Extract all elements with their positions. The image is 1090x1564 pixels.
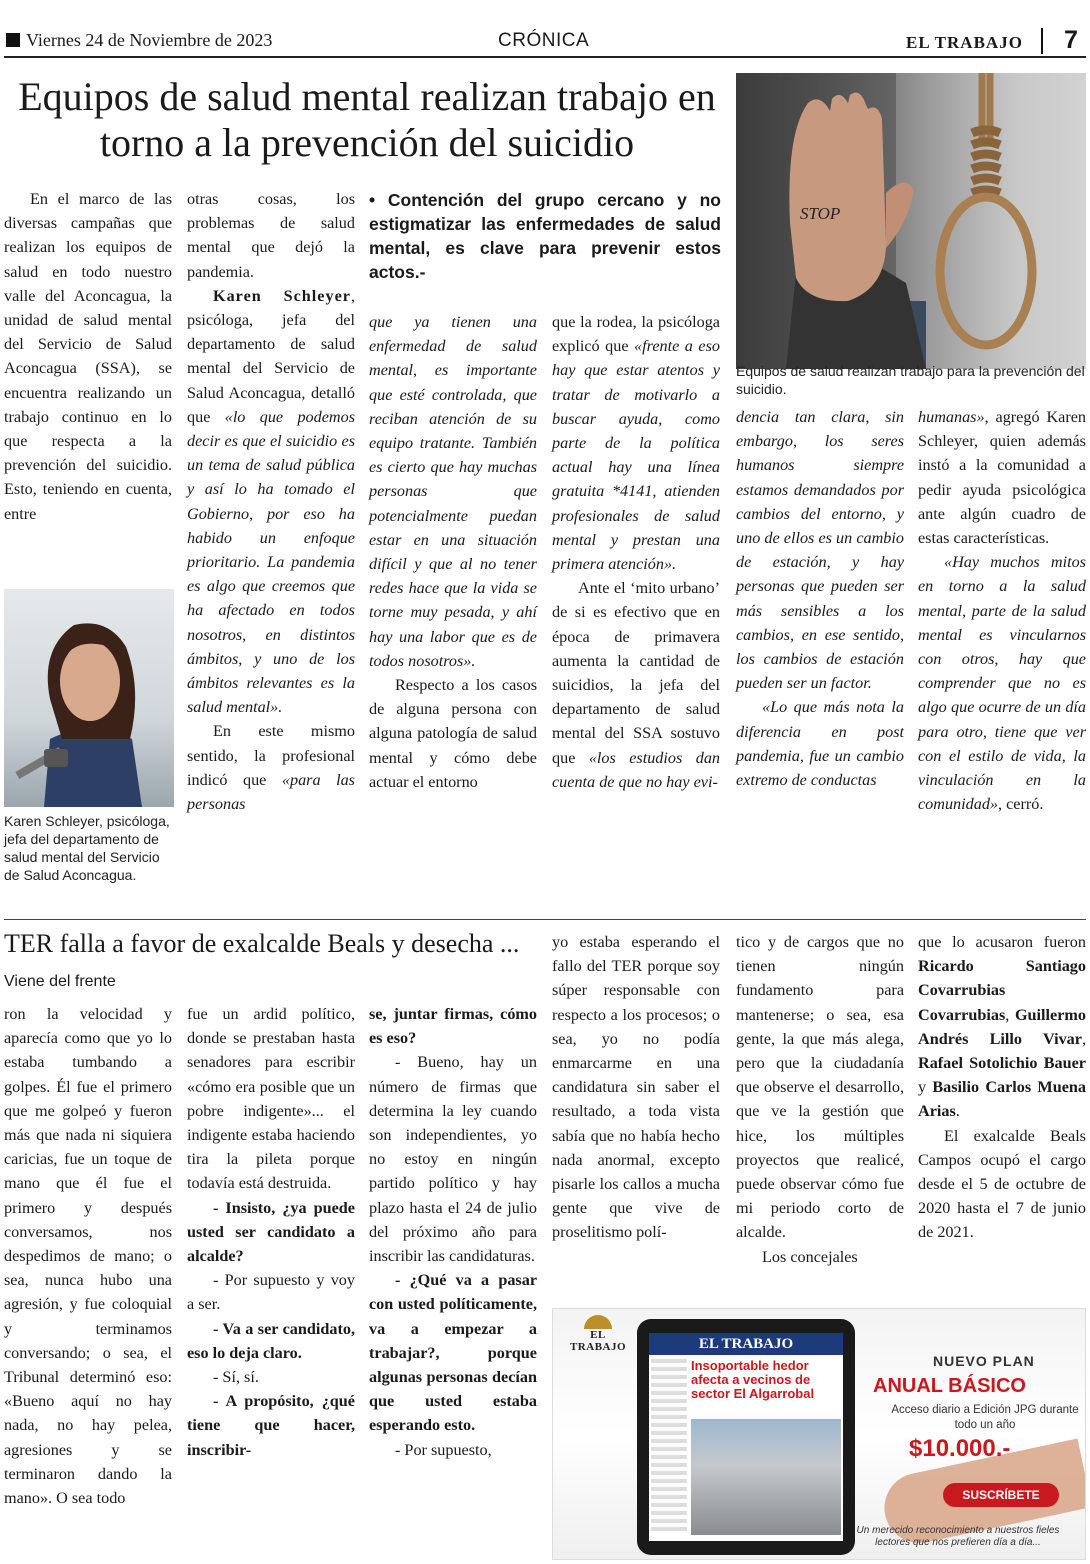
header-divider [1041, 28, 1043, 54]
ad-tablet-headline: Insoportable hedor afecta a vecinos de sector El Algarrobal [691, 1358, 815, 1401]
ad-plan-name: ANUAL BÁSICO [873, 1375, 1026, 1397]
councillor-2: Guillermo Andrés Lillo Vivar [918, 1005, 1086, 1048]
portrait-photo [4, 589, 174, 807]
noose-illustration [736, 73, 1086, 369]
article1-lead: • Contención del grupo cercano y no estigmatizar las enfermedades de salud mental, es clave para prevenir estos actos.- [369, 190, 721, 282]
article2-col4-text: yo estaba esperando el fallo del TER porque soy súper responsable con respecto a los procesos; o sea, yo no podía enmarcarme en una candidatura sin saber el resultado, a toda vista sabía que no había hecho nada anormal, excepto pisarle los callos a mucha gente que vive de proselitismo polí- [552, 933, 720, 1242]
article1-col4-text-a: que la rodea, la psicóloga explicó que [552, 313, 720, 356]
noose-photo [736, 73, 1086, 369]
article1-col2-text-a: otras cosas, los problemas de salud mental que dejó la pandemia. [187, 190, 355, 281]
article1-headline: Equipos de salud mental realizan trabajo en torno a la prevención del suicidio [18, 74, 716, 165]
question-4: - ¿Qué va a pasar con usted políticamente, va a empezar a trabajar?, porque algunas personas decían que usted estaba esperando esto. [369, 1271, 537, 1435]
article1-col3 [369, 310, 537, 794]
portrait-caption: Karen Schleyer, psicóloga, jefa del departamento de salud mental del Servicio de Salud Aconcagua. [4, 813, 170, 883]
article1-col2-quote-b: «lo que podemos decir es que el suicidio es un tema de salud pública y así lo ha tomado el Gobierno, por eso ha habido un enfoque prioritario. La pandemia es algo que creemos que ha afectado en todos nosotros, en distintos ámbitos, y uno de los ámbitos relevantes es la salud mental». [187, 407, 356, 717]
noose-photo-caption: Equipos de salud realizan trabajo para la prevención del suicidio. [736, 363, 1085, 397]
article2-col6-y: y [918, 1078, 933, 1097]
page-header [0, 0, 1090, 58]
article1-col5-text-a: dencia tan clara, sin embargo, los seres humanos siempre estamos demandados por cambios del entorno, y uno de ellos es un cambio de estación, y hay personas que pueden ser más sensibles a los cambios, en ese sentido, los cambios de estación pueden ser un factor. [736, 408, 904, 693]
article1-col5 [736, 405, 904, 792]
ad-price: $10.000.- [909, 1435, 1011, 1462]
article1-col2 [187, 187, 355, 816]
article1-col4-quote-b: «los estudios dan cuenta de que no hay evi- [552, 748, 721, 791]
article1-col1 [4, 187, 172, 526]
header-paper: EL TRABAJO [906, 33, 1023, 52]
question-3-cont: se, juntar firmas, cómo es eso? [369, 1005, 537, 1048]
answer-1: - Por supuesto y voy a ser. [187, 1271, 355, 1314]
article1-col2-text-c: En este mismo sentido, la profesional indicó que [187, 722, 355, 789]
article1-col5-text-b: «Lo que más nota la diferencia en post pandemia, fue un cambio extremo de conductas [736, 698, 904, 790]
article1-col4-quote-a: «frente a eso hay que estar atentos y tratar de motivarlo a buscar ayuda, como parte de la política actual hay una línea gratuita *4141, atienden profesionales de salud mental y prestan una primera atención». [552, 337, 720, 574]
article1-col4 [552, 310, 720, 794]
article2-col4 [552, 930, 720, 1245]
article2-col2 [187, 1002, 355, 1462]
article2-col6-text-b: El exalcalde Beals Campos ocupó el cargo desde el 5 de octubre de 2020 hasta el 7 de junio de 2021. [918, 1126, 1086, 1242]
article1-col4-text-b: Ante el ‘mito urbano’ de si es efectivo que en época de primavera aumenta la cantidad de suicidios, la jefa del departamento de salud mental del SSA sostuvo que [552, 579, 720, 767]
article2-col1-text: ron la velocidad y aparecía como que yo lo estaba tumbando a golpes. Él fue el primero que me golpeó y fueron más que nada ni siquiera caricias, fue un toque de mano que él fue el primero y después conversamos, nos despedimos de mano; o sea, nunca hubo una agresión, y fue coloquial y terminamos conversando; o sea, el Tribunal determinó eso: «Bueno aquí no hay nada, no hay pelea, agresiones y se terminaron dando la mano». O sea todo [4, 1005, 172, 1508]
ad-tablet-masthead [649, 1333, 843, 1355]
article1-col6-text-a: , agregó Karen Schleyer, quien además instó a la comunidad a pedir ayuda psicológica ante algún cuadro de estas características. [918, 408, 1086, 548]
article2-col6: que lo acusaron fueron Ricardo Santiago Covarrubias Covarrubias, Guillermo Andrés Lillo Vivar, Rafael Sotolichio Bauer y Basilio Carlos Muena Arias. El exalcalde Beals Campos ocupó el cargo desde el 5 de octubre de 2020 hasta el 7 de junio de 2021. [918, 930, 1086, 1245]
ad-footer: Un merecido reconocimiento a nuestros fieles lectores que nos prefieren día a día... [856, 1525, 1060, 1548]
hand-stop-text: STOP [800, 204, 841, 223]
article1-col2-text-b: , psicóloga, jefa del departamento de salud mental del Servicio de Salud Aconcagua, detalló que [187, 286, 355, 426]
ad-tablet [637, 1319, 855, 1555]
ad-tablet-photo [691, 1419, 841, 1535]
answer-3: - Bueno, hay un número de firmas que determina la ley cuando son independientes, yo no estoy en ningún partido político y hay plazo hasta el 24 de julio del próximo año para inscribir las candidaturas. [369, 1053, 537, 1266]
ad-tablet-screen [649, 1333, 843, 1541]
councillor-1: Ricardo Santiago Covarrubias Covarrubias [918, 957, 1086, 1024]
article2-kicker: Viene del frente [4, 973, 116, 990]
councillor-3: Rafael Sotolichio Bauer [918, 1054, 1086, 1073]
question-2: - Va a ser candidato, eso lo deja claro. [187, 1319, 355, 1362]
article1-col2-quote-c: «para las personas [187, 770, 355, 814]
article2-col5 [736, 930, 904, 1269]
article1-col3-text: Respecto a los casos de alguna persona con alguna patología de salud mental y cómo debe actuar el entorno [369, 676, 537, 791]
article1-col1-text: En el marco de las diversas campañas que realizan los equipos de salud en todo nuestro valle del Aconcagua, la unidad de salud mental del Servicio de Salud Aconcagua (SSA), se encuentra realizando un trabajo continuo en lo que respecta a la prevención del suicidio. Esto, teniendo en cuenta, entre [4, 190, 172, 523]
interviewee-name: Karen Schleyer [213, 286, 351, 305]
subscription-ad[interactable] [552, 1308, 1086, 1560]
article2-col5-text: tico y de cargos que no tienen ningún fundamento para mantenerse; o sea, esa gente, la que más alega, pero que la ciudadanía que observe el desarrollo, que ve la gestión que hice, los múltiples proyectos que realicé, puede observar cómo fue mi periodo corto de alcalde. [736, 933, 904, 1242]
ad-plan-label: NUEVO PLAN [933, 1353, 1035, 1369]
header-date: Viernes 24 de Noviembre de 2023 [26, 30, 273, 50]
ad-logo [563, 1315, 633, 1353]
article2-col2-text: fue un ardid político, donde se prestaban hasta senadores para escribir «cómo era posible que un pobre indigente»... el indigente estaba haciendo tira la pileta porque todavía está destruida. [187, 1005, 355, 1193]
councillor-4: Basilio Carlos Muena Arias [918, 1078, 1086, 1121]
article1-col3-quote: que ya tienen una enfermedad de salud mental, es importante que esté controlada, que reciban atención de su equipo tratante. También es cierto que hay muchas personas que potencialmente puedan estar en una situación difícil y que al no tener redes hace que la vida se torne muy pesada, y ahí hay una labor que es de todos nosotros». [369, 313, 537, 670]
question-3: - A propósito, ¿qué tiene que hacer, inscribir- [187, 1392, 355, 1459]
header-square-icon [6, 33, 20, 47]
portrait-illustration [4, 589, 174, 807]
article2-col5-text-b: Los concejales [762, 1247, 858, 1266]
header-rule [4, 56, 1086, 58]
ad-tablet-side [651, 1359, 687, 1535]
answer-4: - Por supuesto, [395, 1440, 492, 1459]
article1-col6-quote-a: humanas» [918, 408, 985, 426]
article2-col6-text-a: que lo acusaron fueron [918, 933, 1086, 951]
article2-headline: TER falla a favor de exalcalde Beals y desecha ... [4, 929, 520, 958]
ad-tablet-masthead-text: EL TRABAJO [698, 1336, 794, 1352]
section-divider [4, 919, 1086, 920]
article2-col3 [369, 1002, 537, 1462]
article2-col1 [4, 1002, 172, 1510]
article1-col6 [918, 405, 1086, 816]
question-1: - Insisto, ¿ya puede usted ser candidato a alcalde? [187, 1198, 355, 1266]
ad-logo-text: EL TRABAJO [569, 1329, 627, 1353]
subscribe-button[interactable]: SUSCRÍBETE [943, 1483, 1059, 1507]
ad-plan-desc: Acceso diario a Edición JPG durante todo un año [891, 1404, 1079, 1431]
header-section: CRÓNICA [498, 30, 590, 51]
article1-col6-quote-b: «Hay muchos mitos en torno a la salud mental, parte de la salud mental es vincularnos con otros, hay que comprender que no es algo que ocurre de un día para otro, tiene que ver con el estilo de vida, la vinculación en la comunidad» [918, 553, 1086, 814]
page-number: 7 [1064, 26, 1078, 54]
answer-2: - Sí, sí. [213, 1368, 259, 1387]
article1-col6-end: , cerró. [998, 795, 1044, 814]
